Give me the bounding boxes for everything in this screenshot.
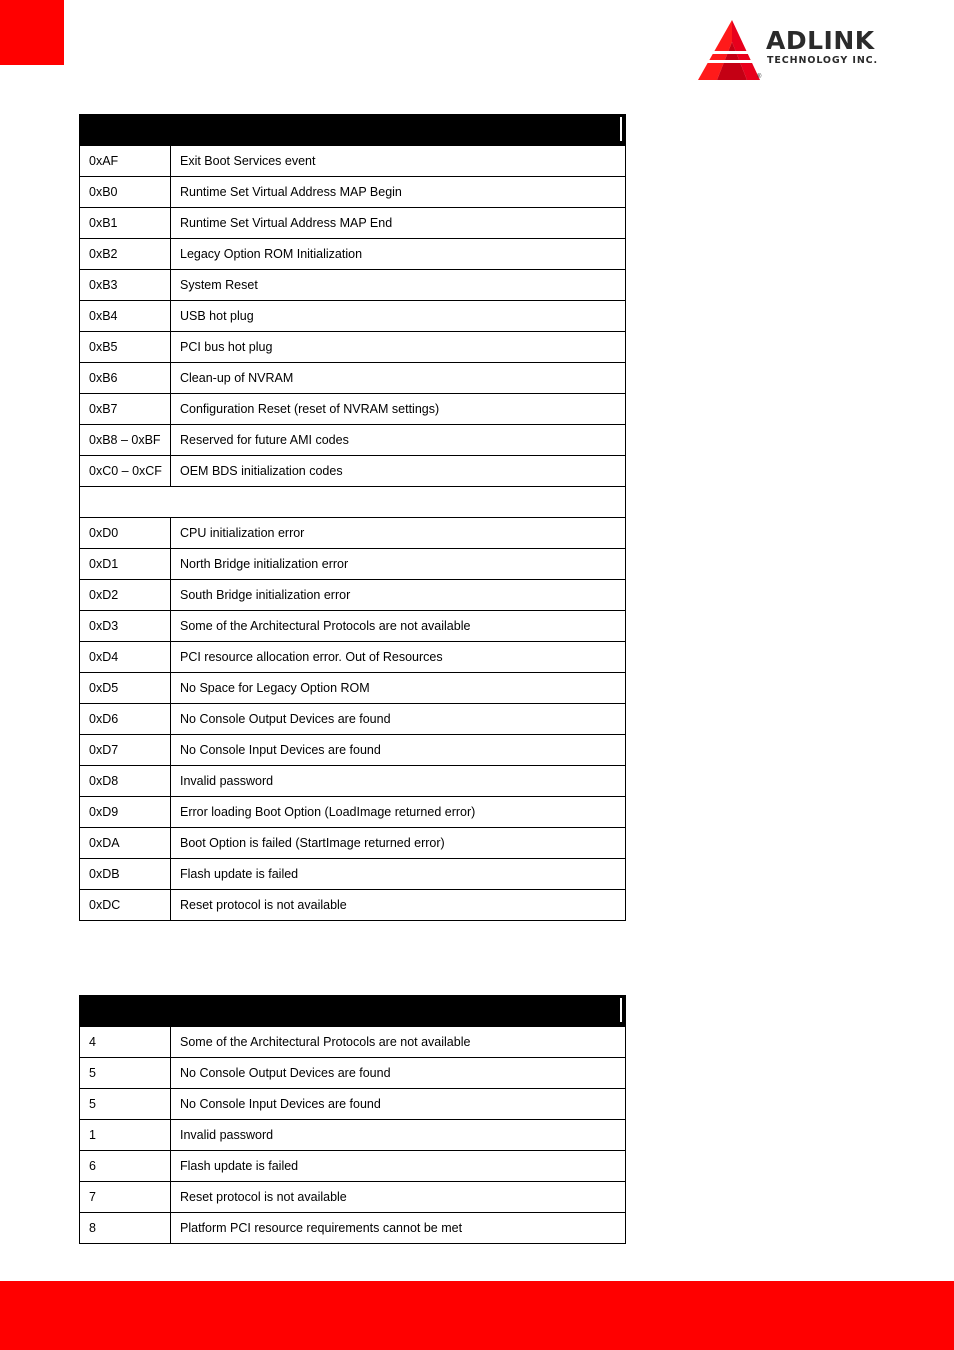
code-cell: 0xB4 — [80, 301, 171, 332]
code-cell: 0xB0 — [80, 177, 171, 208]
description-cell: PCI resource allocation error. Out of Resources — [171, 642, 626, 673]
table-row — [80, 828, 626, 859]
code-cell: 0xD8 — [80, 766, 171, 797]
description-cell: Legacy Option ROM Initialization — [171, 239, 626, 270]
code-cell: 0xD5 — [80, 673, 171, 704]
code-cell: 0xD4 — [80, 642, 171, 673]
table-row — [80, 208, 626, 239]
description-cell: No Console Input Devices are found — [171, 1089, 626, 1120]
table-header-row — [80, 115, 626, 146]
description-cell: Exit Boot Services event — [171, 146, 626, 177]
table-row — [80, 239, 626, 270]
footer-bar — [0, 1281, 954, 1350]
description-cell: Runtime Set Virtual Address MAP Begin — [171, 177, 626, 208]
code-cell: 0xD9 — [80, 797, 171, 828]
table-row — [80, 766, 626, 797]
code-cell: 1 — [80, 1120, 171, 1151]
table-header-cell — [80, 996, 171, 1027]
code-cell: 0xDC — [80, 890, 171, 921]
description-cell: Configuration Reset (reset of NVRAM settings) — [171, 394, 626, 425]
description-cell: Reset protocol is not available — [171, 890, 626, 921]
code-cell: 0xB2 — [80, 239, 171, 270]
table-row — [80, 146, 626, 177]
description-cell: Reserved for future AMI codes — [171, 425, 626, 456]
table-row — [80, 425, 626, 456]
table-row — [80, 270, 626, 301]
code-cell: 0xDA — [80, 828, 171, 859]
table-row — [80, 735, 626, 766]
beep-code-table — [79, 995, 626, 1244]
code-cell: 0xB1 — [80, 208, 171, 239]
description-cell: OEM BDS initialization codes — [171, 456, 626, 487]
code-cell: 4 — [80, 1027, 171, 1058]
brand-name: ADLINK — [766, 26, 875, 55]
code-cell: 0xD3 — [80, 611, 171, 642]
description-cell: Clean-up of NVRAM — [171, 363, 626, 394]
description-cell: Some of the Architectural Protocols are not available — [171, 611, 626, 642]
table-row — [80, 642, 626, 673]
table-row — [80, 1182, 626, 1213]
description-cell: Flash update is failed — [171, 859, 626, 890]
description-cell: No Space for Legacy Option ROM — [171, 673, 626, 704]
code-cell: 0xD0 — [80, 518, 171, 549]
description-cell: Flash update is failed — [171, 1151, 626, 1182]
code-cell: 0xAF — [80, 146, 171, 177]
description-cell: South Bridge initialization error — [171, 580, 626, 611]
table-header-row — [80, 996, 626, 1027]
code-cell: 8 — [80, 1213, 171, 1244]
description-cell: Invalid password — [171, 766, 626, 797]
table-row — [80, 1151, 626, 1182]
description-cell: Boot Option is failed (StartImage returned error) — [171, 828, 626, 859]
description-cell: USB hot plug — [171, 301, 626, 332]
code-cell: 0xB5 — [80, 332, 171, 363]
table-header-cell — [171, 996, 626, 1027]
description-cell: No Console Output Devices are found — [171, 704, 626, 735]
description-cell: Error loading Boot Option (LoadImage returned error) — [171, 797, 626, 828]
code-cell: 7 — [80, 1182, 171, 1213]
code-cell: 0xD6 — [80, 704, 171, 735]
code-cell: 0xDB — [80, 859, 171, 890]
table-row — [80, 611, 626, 642]
description-cell: No Console Output Devices are found — [171, 1058, 626, 1089]
description-cell: PCI bus hot plug — [171, 332, 626, 363]
table-section-cell — [80, 487, 626, 518]
header-edge-mark — [620, 117, 622, 141]
description-cell: Invalid password — [171, 1120, 626, 1151]
code-cell: 0xB8 – 0xBF — [80, 425, 171, 456]
table-row — [80, 859, 626, 890]
table-row — [80, 518, 626, 549]
code-cell: 0xD7 — [80, 735, 171, 766]
table-row — [80, 549, 626, 580]
table-row — [80, 456, 626, 487]
description-cell: Runtime Set Virtual Address MAP End — [171, 208, 626, 239]
table-section-row — [80, 487, 626, 518]
header-edge-mark — [620, 998, 622, 1022]
code-cell: 0xB3 — [80, 270, 171, 301]
corner-tab — [0, 0, 64, 65]
table-row — [80, 797, 626, 828]
table-header-cell — [171, 115, 626, 146]
table-row — [80, 394, 626, 425]
code-cell: 5 — [80, 1089, 171, 1120]
description-cell: Platform PCI resource requirements cannot be met — [171, 1213, 626, 1244]
description-cell: Some of the Architectural Protocols are not available — [171, 1027, 626, 1058]
table-row — [80, 332, 626, 363]
table-row — [80, 1089, 626, 1120]
table-row — [80, 890, 626, 921]
code-cell: 5 — [80, 1058, 171, 1089]
description-cell: No Console Input Devices are found — [171, 735, 626, 766]
description-cell: North Bridge initialization error — [171, 549, 626, 580]
description-cell: CPU initialization error — [171, 518, 626, 549]
registered-mark: ® — [757, 74, 762, 80]
brand-tagline: TECHNOLOGY INC. — [767, 55, 879, 66]
table-row — [80, 1027, 626, 1058]
table-row — [80, 363, 626, 394]
description-cell: System Reset — [171, 270, 626, 301]
code-cell: 0xB6 — [80, 363, 171, 394]
table-row — [80, 1213, 626, 1244]
table-row — [80, 580, 626, 611]
description-cell: Reset protocol is not available — [171, 1182, 626, 1213]
code-cell: 6 — [80, 1151, 171, 1182]
adlink-triangle-logo-icon — [696, 18, 762, 84]
table-row — [80, 301, 626, 332]
code-cell: 0xD1 — [80, 549, 171, 580]
post-code-table — [79, 114, 626, 921]
code-cell: 0xB7 — [80, 394, 171, 425]
table-header-cell — [80, 115, 171, 146]
table-row — [80, 1058, 626, 1089]
table-row — [80, 1120, 626, 1151]
table-row — [80, 673, 626, 704]
code-cell: 0xD2 — [80, 580, 171, 611]
table-row — [80, 177, 626, 208]
company-logo — [696, 18, 906, 84]
code-cell: 0xC0 – 0xCF — [80, 456, 171, 487]
table-row — [80, 704, 626, 735]
